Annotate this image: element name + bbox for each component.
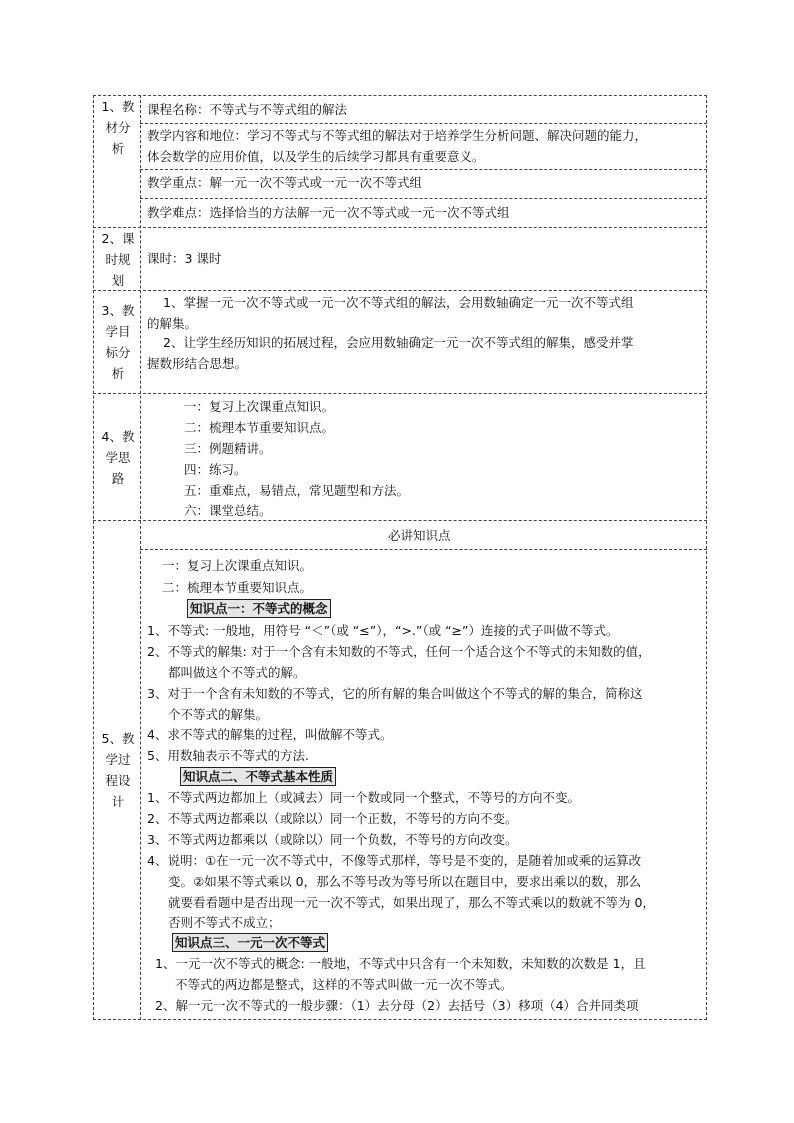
row-divider [93,290,707,291]
objective-line: 的解集。 [147,316,198,331]
knowledge-point-title-box: 知识点一：不等式的概念 [187,599,331,618]
knowledge-line: 4、说明：①在一元一次不等式中，不像等式那样，等号是不变的，是随着加或乘的运算改 [147,853,642,868]
knowledge-point-2-title [180,766,336,787]
row-label-process-design: 5、教 学过 程设 计 [101,731,135,809]
content-position-line: 体会数学的应用价值，以及学生的后续学习都具有重要意义。 [147,149,485,164]
row-divider [93,393,707,394]
knowledge-line: 2、解一元一次不等式的一般步骤：（1）去分母（2）去括号（3）移项（4）合并同类项 [155,998,639,1013]
knowledge-line: 都叫做这个不等式的解。 [168,665,306,680]
approach-step: 五：重难点，易错点，常见题型和方法。 [184,483,410,498]
knowledge-line: 变。②如果不等式乘以 0，那么不等号改为等号所以在题目中，要求出乘以的数，那么 [168,874,642,889]
lesson-hours: 课时：3 课时 [147,251,222,266]
knowledge-line: 个不等式的解集。 [168,707,269,722]
knowledge-line: 否则不等式不成立； [168,915,281,930]
knowledge-line: 1、不等式: 一般地，用符号 “＜”（或 “≤”），“>.”（或 “≥”）连接的式子叫做不等式。 [147,623,619,638]
knowledge-line: 不等式的两边都是整式，这样的不等式叫做一元一次不等式。 [175,977,513,992]
objective-line: 1、掌握一元一次不等式或一元一次不等式组的解法，会用数轴确定一元一次不等式组 [163,295,634,310]
difficult-point: 教学难点：选择恰当的方法解一元一次不等式或一元一次不等式组 [147,205,510,220]
row-label-teaching-approach: 4、教 学思 路 [101,429,135,486]
subrow-divider [140,123,707,124]
subrow-divider [140,169,707,170]
knowledge-line: 1、不等式两边都加上（或减去）同一个数或同一个整式，不等号的方向不变。 [147,790,580,805]
knowledge-line: 5、用数轴表示不等式的方法. [147,748,309,763]
subrow-divider [140,198,707,199]
knowledge-line: 4、求不等式的解集的过程，叫做解不等式。 [147,727,393,742]
label-column-divider [140,95,141,1020]
knowledge-line: 3、对于一个含有未知数的不等式，它的所有解的集合叫做这个不等式的解的集合，简称这 [147,686,643,701]
approach-step: 三：例题精讲。 [184,441,272,456]
knowledge-point-1-title [187,598,331,619]
approach-step: 四：练习。 [184,462,247,477]
knowledge-line: 3、不等式两边都乘以（或除以）同一个负数，不等号的方向改变。 [147,832,518,847]
approach-step: 一：复习上次课重点知识。 [184,399,335,414]
knowledge-line: 就要看看题中是否出现一元一次不等式，如果出现了，那么不等式乘以的数就不等为 0， [168,895,655,910]
approach-step: 二：梳理本节重要知识点。 [184,420,335,435]
course-name: 课程名称：不等式与不等式组的解法 [147,102,348,117]
knowledge-line: 2、不等式两边都乘以（或除以）同一个正数，不等号的方向不变。 [147,811,518,826]
section-header: 必讲知识点 [388,528,451,543]
approach-step: 六：课堂总结。 [184,503,272,518]
knowledge-point-title-box: 知识点二、不等式基本性质 [180,767,336,786]
objective-line: 握数形结合思想。 [147,356,248,371]
knowledge-line: 1、一元一次不等式的概念: 一般地，不等式中只含有一个未知数，未知数的次数是 1，且 [155,956,646,971]
subrow-divider [140,549,707,550]
knowledge-line: 2、不等式的解集: 对于一个含有未知数的不等式，任何一个适合这个不等式的未知数的值， [147,644,651,659]
row-label-textbook-analysis: 1、教 材分 析 [101,99,135,156]
row-divider [93,227,707,228]
row-label-objectives: 3、教 学目 标分 析 [101,303,135,381]
knowledge-point-3-title [172,932,328,953]
key-point: 教学重点：解一元一次不等式或一元一次不等式组 [147,175,423,190]
knowledge-point-title-box: 知识点三、一元一次不等式 [172,933,328,952]
objective-line: 2、让学生经历知识的拓展过程，会应用数轴确定一元一次不等式组的解集，感受并掌 [163,335,634,350]
intro-line: 一：复习上次课重点知识。 [162,558,313,573]
intro-line: 二：梳理本节重要知识点。 [162,580,313,595]
row-label-lesson-hours: 2、课 时规 划 [101,231,135,288]
content-position-line: 教学内容和地位：学习不等式与不等式组的解法对于培养学生分析问题、解决问题的能力， [147,128,648,143]
